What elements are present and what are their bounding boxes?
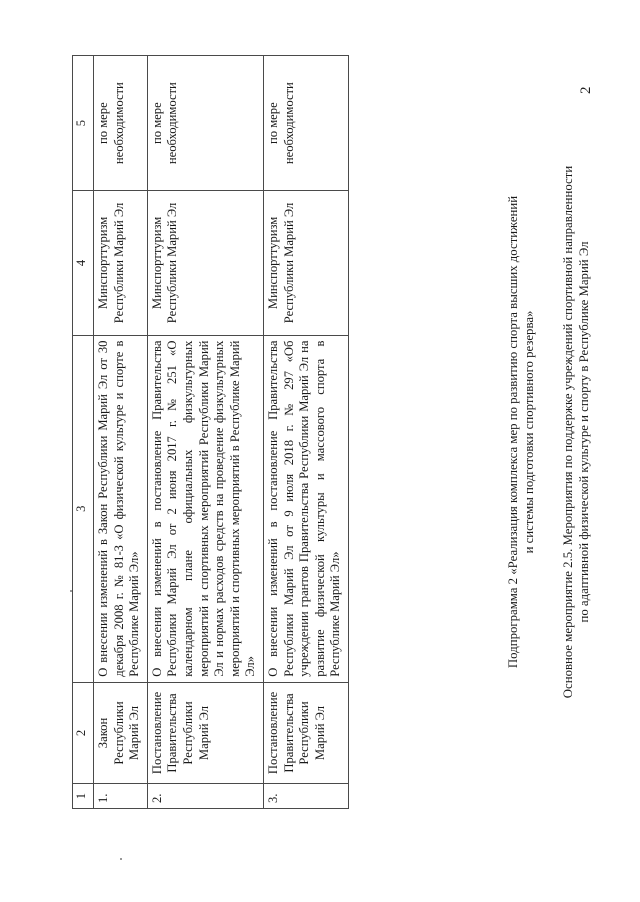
column-header: 4 — [73, 191, 94, 335]
row-number: 1. — [94, 784, 148, 809]
adoption-term: по мере необходимости — [263, 56, 348, 191]
column-header: 2 — [73, 682, 94, 783]
responsible-body: Минспорттуризм Республики Марий Эл — [263, 191, 348, 335]
act-type: Постановление Правительства Республики Марий Эл — [263, 682, 348, 783]
subprogram-heading — [505, 55, 537, 809]
adoption-term: по мере необходимости — [94, 56, 148, 191]
row-number: 3. — [263, 784, 348, 809]
page-number: 2 — [578, 86, 594, 94]
table-row — [147, 56, 263, 809]
adoption-term: по мере необходимости — [147, 56, 263, 191]
act-title: О внесении изменений в постановление Правительства Республики Марий Эл от 2 июня 2017 г. № 251 «О календарном плане официальных физкультурных мероприятий и спортивных мероприятий Республики Марий Эл и нормах расходов средств на проведение физкультурных мероприятий и спортивных мероприятий в Республике Марий Эл» — [147, 335, 263, 682]
subprogram-line: и системы подготовки спортивного резерва» — [522, 310, 536, 554]
column-header: 3 — [73, 335, 94, 682]
subprogram-line: Подпрограмма 2 «Реализация комплекса мер по развитию спорта высших достижений — [506, 195, 520, 669]
table-header-row — [73, 56, 94, 809]
scan-speck — [70, 590, 72, 592]
measure-line: по адаптивной физической культуре и спорту в Республике Марий Эл — [577, 241, 591, 623]
act-type: Закон Республики Марий Эл — [94, 682, 148, 783]
responsible-body: Минспорттуризм Республики Марий Эл — [94, 191, 148, 335]
measure-line: Основное мероприятие 2.5. Мероприятия по поддержке учреждений спортивной направленности — [561, 165, 575, 699]
row-number: 2. — [147, 784, 263, 809]
column-header: 5 — [73, 56, 94, 191]
act-title: О внесении изменений в Закон Республики Марий Эл от 30 декабря 2008 г. № 81-З «О физической культуре и спорте в Республике Марий Эл» — [94, 335, 148, 682]
column-header: 1 — [73, 784, 94, 809]
main-measure-heading — [560, 55, 592, 809]
act-title: О внесении изменений в постановление Правительства Республики Марий Эл от 9 июля 2018 г. № 297 «Об учреждении грантов Правительства Республики Марий Эл на развитие физической культуры и массового спорта в Республике Марий Эл» — [263, 335, 348, 682]
legal-acts-table — [72, 55, 349, 809]
act-type: Постановление Правительства Республики Марий Эл — [147, 682, 263, 783]
scan-speck — [120, 858, 122, 860]
table-row — [263, 56, 348, 809]
responsible-body: Минспорттуризм Республики Марий Эл — [147, 191, 263, 335]
table-row — [94, 56, 148, 809]
